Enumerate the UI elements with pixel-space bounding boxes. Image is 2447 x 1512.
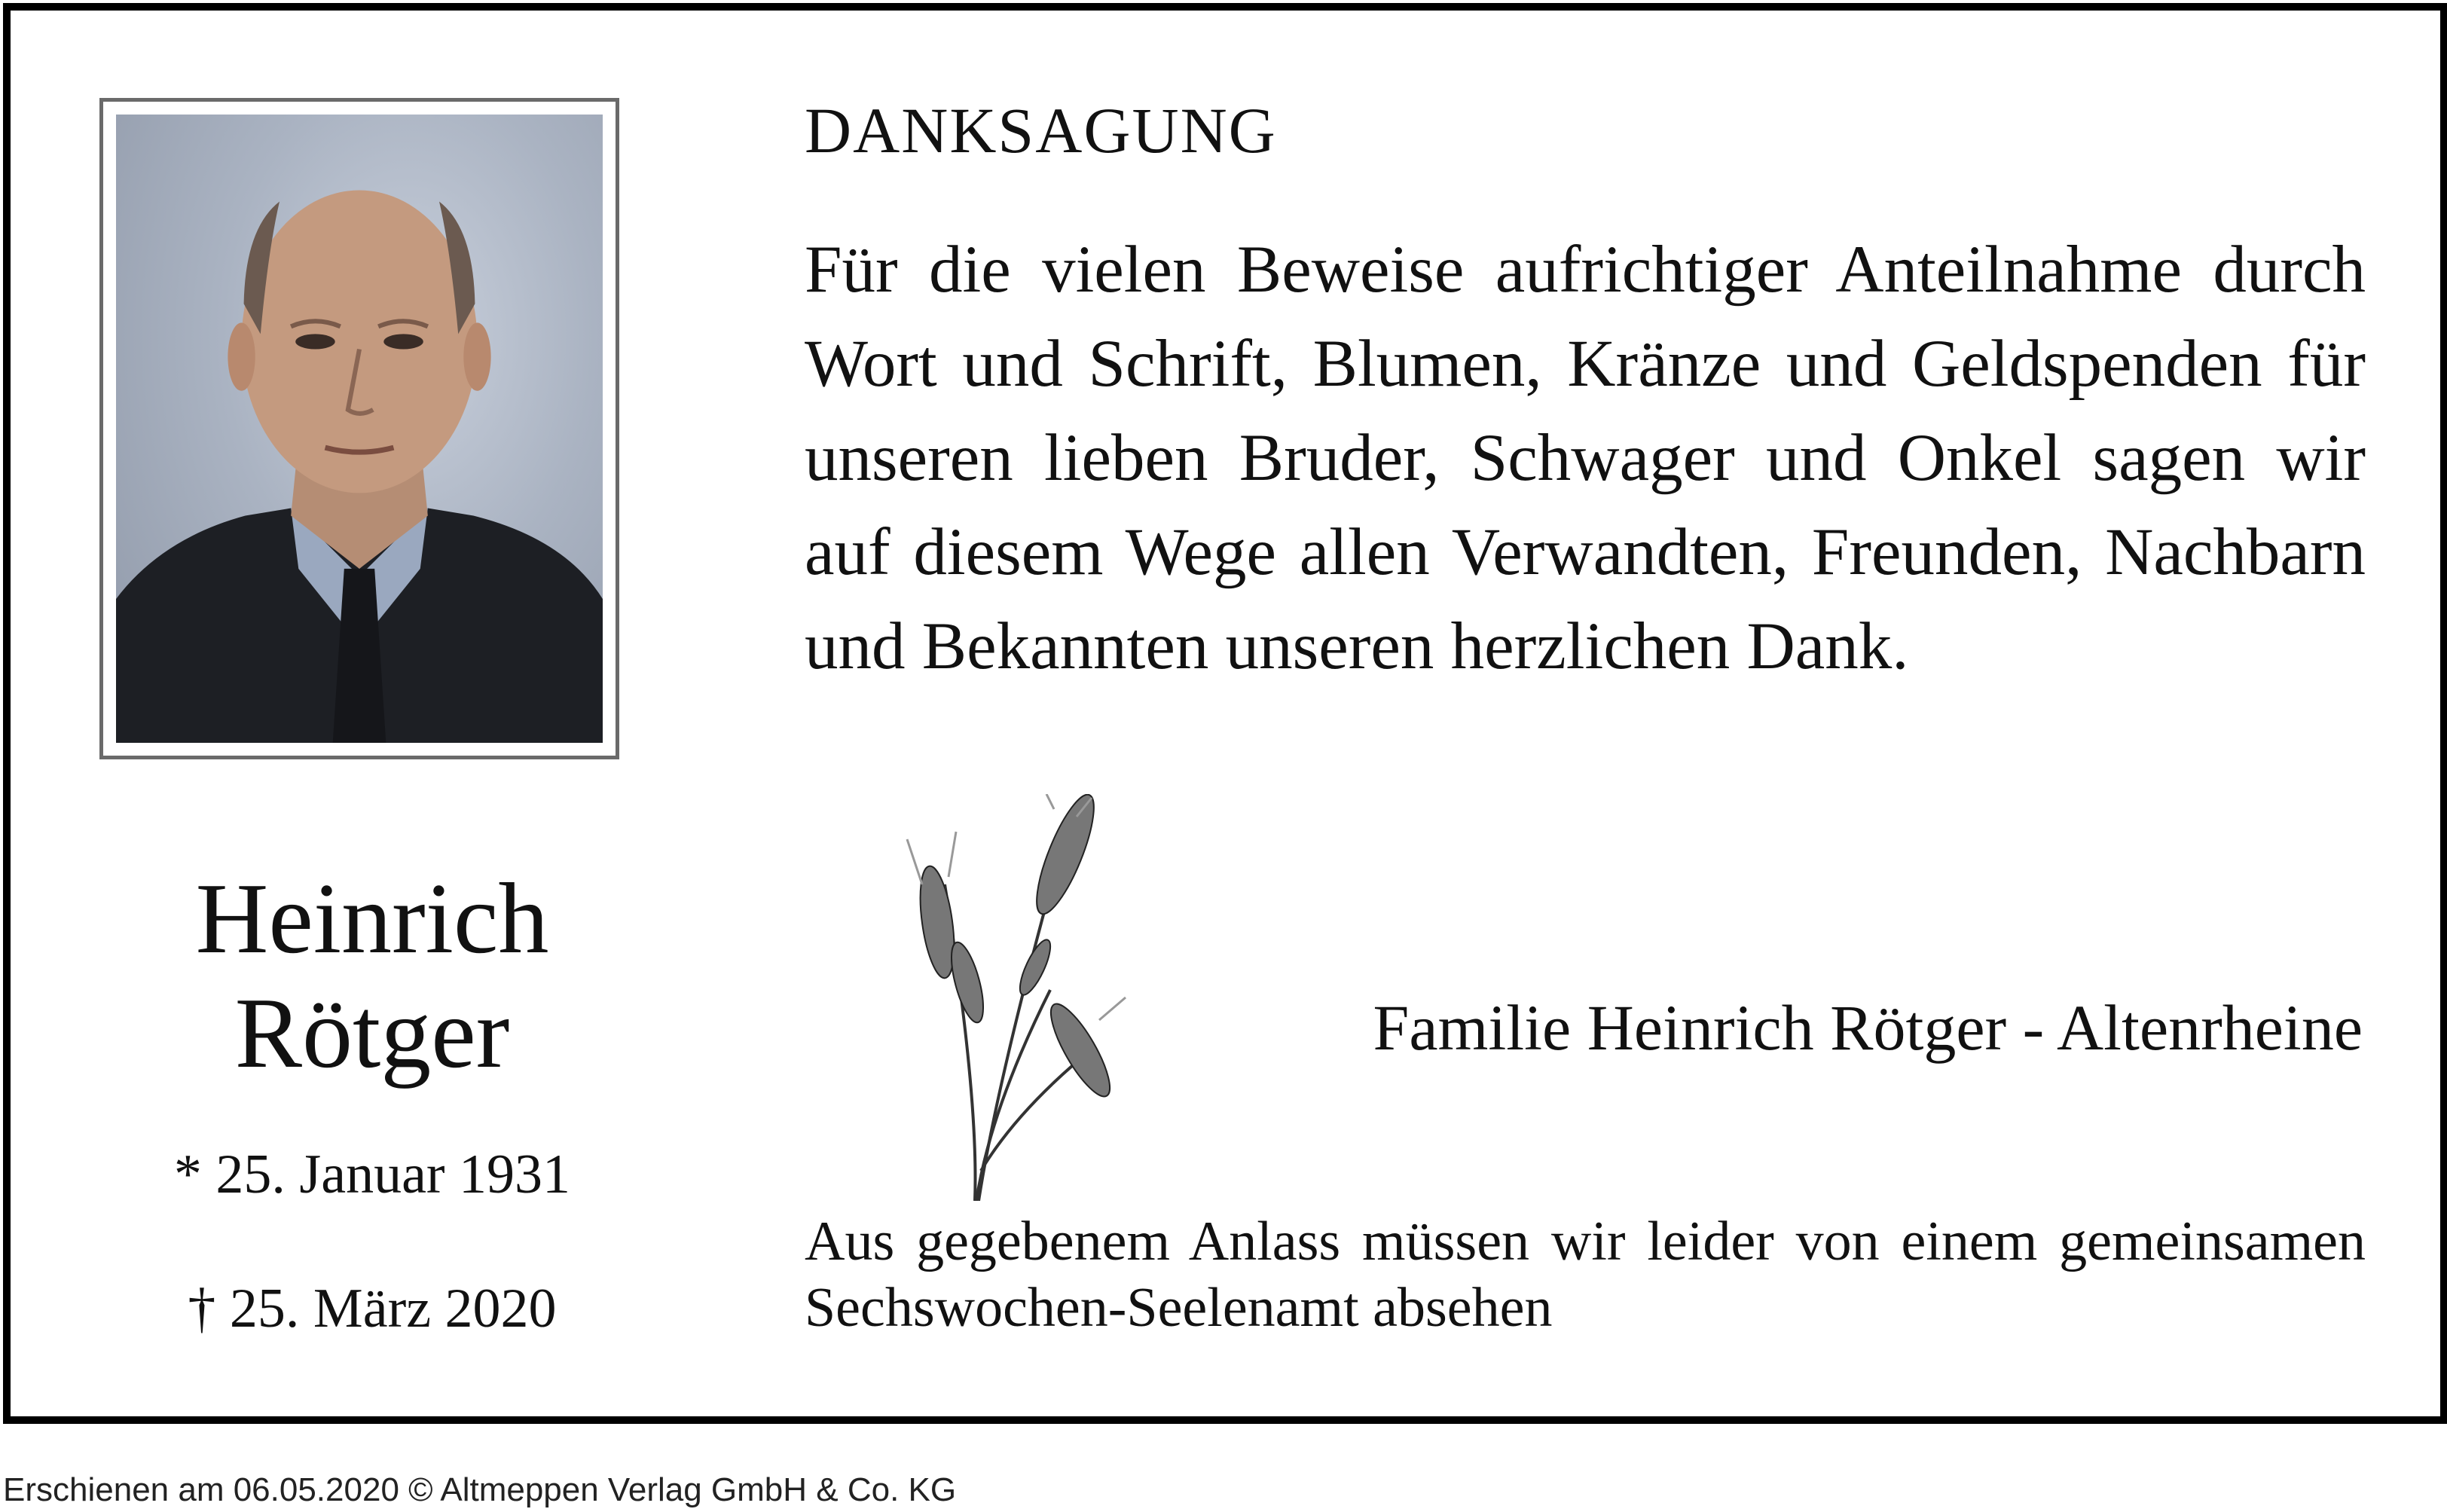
family-signature: Familie Heinrich Rötger - Altenrheine	[1373, 991, 2363, 1064]
heading: DANKSAGUNG	[805, 94, 1277, 166]
portrait-icon	[116, 115, 603, 743]
obituary-card	[3, 3, 2447, 1424]
publication-footer: Erschienen am 06.05.2020 © Altmeppen Verlag GmbH & Co. KG	[3, 1471, 957, 1508]
portrait-photo	[116, 115, 603, 743]
death-date: † 25. März 2020	[188, 1278, 557, 1339]
thank-you-message: Für die vielen Beweise aufrichtiger Anteilnahme durch Wort und Schrift, Blumen, Kränze und Geldspenden für unseren lieben Bruder, Schwager und Onkel sagen wir auf diesem Wege allen Verwandten, Freunden, Nachbarn und Bekannten unseren herzlichen Dank.	[805, 233, 2366, 683]
deceased-last-name: Rötger	[234, 977, 510, 1089]
memorial-notice: Aus gegebenem Anlass müssen wir leider von einem gemeinsamen Sechswochen-Seelenamt absehen	[805, 1211, 2366, 1339]
deceased-first-name: Heinrich	[195, 863, 549, 974]
portrait-frame	[99, 98, 619, 759]
birth-date: * 25. Januar 1931	[173, 1144, 571, 1205]
